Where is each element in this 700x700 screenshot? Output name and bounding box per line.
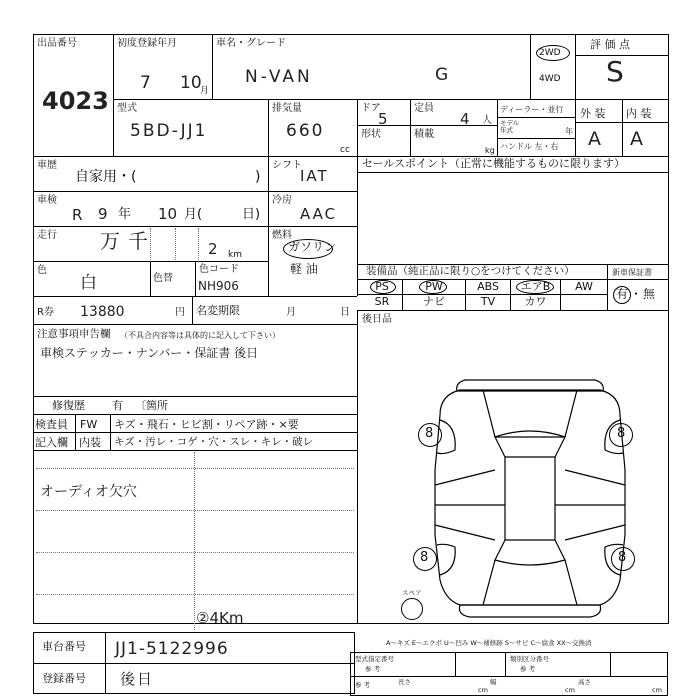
grade-label: 評 価 点 — [590, 38, 630, 51]
drive-2wd: 2WD — [539, 48, 561, 58]
aircon-label: 冷房 — [272, 195, 292, 206]
ext-grade: A — [588, 128, 603, 150]
equip-pw: PW — [425, 280, 443, 293]
inspection-day-unit: 日) — [242, 207, 261, 222]
spare-circle — [401, 598, 423, 620]
ext-label: 外 装 — [580, 107, 606, 120]
rear-window — [495, 540, 565, 565]
history-label: 車歴 — [37, 160, 57, 171]
history-value: 自家用・( — [75, 169, 137, 185]
notes-label: 注意事項申告欄 — [37, 328, 111, 340]
inspection-label: 車検 — [37, 195, 57, 206]
car-name-label: 車名・グレード — [216, 38, 286, 49]
name-change-month: 月 — [286, 307, 296, 318]
chassis-value: JJ1-5122996 — [115, 639, 229, 659]
equip-sr: SR — [374, 295, 390, 308]
car-grade: G — [435, 65, 451, 85]
damage-legend: A～キズ E～エクボ U～凹み W～補修跡 S～サビ C～腐食 XX～交換済 — [386, 639, 592, 647]
repair-label: 修復歴 — [52, 399, 85, 412]
ref-label: 参 考 — [355, 681, 371, 689]
front-bumper — [457, 380, 604, 391]
first-reg-month-unit: 月 — [200, 86, 210, 96]
color-code: NH906 — [198, 279, 239, 293]
car-outline — [435, 390, 625, 605]
warranty-sep: ・ — [630, 287, 643, 301]
shift-value: IAT — [300, 167, 329, 185]
repair-place: 〔箇所 — [135, 399, 168, 412]
int-grade: A — [630, 128, 645, 150]
inspection-year: 9 — [98, 205, 110, 223]
tire-rr: 8 — [618, 550, 627, 565]
model-year-label: モデル 年式 — [500, 119, 520, 134]
first-reg-label: 初度登録年月 — [117, 38, 177, 49]
checker-tag-2: 内装 — [79, 436, 101, 449]
displacement-unit: cc — [340, 145, 350, 155]
color-value: 白 — [80, 273, 99, 293]
equipment-label: 装備品（純正品に限り○をつけてください） — [366, 265, 575, 277]
model-spec-label: 型式指定番号 — [355, 655, 394, 663]
hood-line — [483, 390, 577, 437]
rear-bumper — [459, 605, 600, 617]
class-spec-label: 類別区分番号 — [510, 655, 549, 663]
aircon-value: AAC — [300, 205, 338, 223]
spec-box — [350, 652, 668, 696]
color-label: 色 — [37, 265, 47, 276]
checker-tag-1: FW — [80, 418, 98, 431]
notes-text: 車検ステッカー・ナンバー・保証書 後日 — [40, 346, 259, 360]
drive-4wd: 4WD — [539, 74, 561, 84]
reg-label: 登録番号 — [42, 672, 86, 685]
mileage-unit: km — [228, 250, 242, 260]
equip-aw: AW — [575, 280, 593, 293]
spare-label: スペア — [402, 589, 422, 597]
name-change-label: 名変期限 — [196, 304, 240, 317]
model-label: 型式 — [117, 103, 137, 114]
model-spec-ref: 参 考 — [365, 665, 381, 673]
tire-fr: 8 — [617, 426, 626, 441]
checker-label-1: 検査員 — [35, 418, 68, 431]
first-reg-month: 10 — [180, 73, 202, 93]
displacement-label: 排気量 — [272, 103, 302, 114]
repair-value: 有 — [112, 399, 123, 412]
inspection-month: 10 — [158, 205, 178, 223]
warranty-yes: 有 — [616, 287, 629, 301]
chassis-label: 車台番号 — [42, 640, 86, 653]
equip-tv: TV — [480, 295, 496, 308]
roof — [505, 457, 555, 540]
length-label: 長さ — [398, 678, 411, 686]
first-reg-year: 7 — [140, 73, 153, 93]
mileage-label: 走行 — [37, 230, 57, 241]
history-close: ) — [255, 169, 261, 185]
height-label: 高さ — [578, 678, 591, 686]
model-value: 5BD-JJ1 — [130, 121, 208, 141]
width-unit: cm — [565, 686, 575, 694]
mileage-man: 万 — [100, 229, 122, 253]
mileage-sen: 千 — [128, 229, 150, 253]
mileage-note: ②4Km — [196, 609, 244, 627]
recycle-label: R券 — [37, 307, 54, 318]
grade-score: S — [606, 55, 624, 88]
right-door-lines — [555, 470, 625, 540]
car-name: N-VAN — [245, 67, 313, 87]
sales-point-label: セールスポイント（正常に機能するものに限ります） — [362, 157, 626, 170]
load-label: 積載 — [414, 129, 434, 140]
car-diagram — [405, 375, 655, 620]
width-label: 幅 — [490, 678, 497, 686]
tire-fl: 8 — [425, 426, 434, 441]
left-rear-wheel-arch — [437, 544, 455, 575]
color-change-label: 色替 — [153, 273, 173, 284]
name-change-day: 日 — [340, 307, 350, 318]
equip-abs: ABS — [477, 280, 499, 293]
rear-label: 後日品 — [362, 314, 392, 325]
load-unit: kg — [485, 146, 495, 155]
warranty-label: 新車保証書 — [612, 268, 652, 277]
equip-leather: カワ — [524, 295, 547, 308]
reg-value: 後日 — [120, 670, 155, 688]
inspection-year-unit: 年 — [118, 207, 132, 222]
equip-navi: ナビ — [423, 295, 445, 308]
shape-label: 形状 — [361, 129, 381, 140]
color-code-label: 色コード — [199, 264, 239, 275]
fuel-oil: 軽 油 — [290, 262, 318, 276]
checker-row-2: キズ・汚レ・コゲ・穴・スレ・キレ・破レ — [114, 436, 314, 448]
door-value: 5 — [378, 110, 390, 128]
capacity-unit: 人 — [482, 115, 492, 126]
windshield — [495, 431, 565, 457]
checker-label-2: 記入欄 — [35, 436, 68, 449]
recycle-unit: 円 — [175, 307, 185, 318]
left-door-lines — [435, 470, 505, 540]
handle-label: ハンドル 左・右 — [500, 142, 559, 151]
shift-label: シフト — [272, 160, 302, 171]
height-unit: cm — [652, 686, 662, 694]
warranty-no: 無 — [643, 287, 656, 301]
displacement-value: 660 — [286, 121, 325, 141]
trunk-line — [483, 560, 577, 605]
audio-note: オーディオ欠穴 — [40, 484, 137, 500]
recycle-value: 13880 — [80, 304, 125, 320]
door-label: ドア — [361, 103, 381, 114]
lot-label: 出品番号 — [37, 38, 77, 49]
equip-airbag: エアB — [520, 280, 551, 293]
notes-sub: （不具合内容等は具体的に記入して下さい） — [120, 331, 280, 340]
lot-number: 4023 — [42, 87, 109, 115]
fuel-label: 燃料 — [272, 230, 292, 241]
inspection-era: R — [72, 206, 85, 224]
capacity-label: 定員 — [414, 103, 434, 114]
checker-row-1: キズ・飛石・ヒビ割・リペア跡・×要 — [114, 418, 299, 431]
dealer-label: ディーラー・並行 — [500, 105, 564, 114]
int-label: 内 装 — [626, 107, 652, 120]
length-unit: cm — [478, 686, 488, 694]
class-spec-ref: 参 考 — [520, 665, 536, 673]
mileage-value: 2 — [208, 240, 220, 258]
equip-ps: PS — [375, 280, 389, 293]
fuel-gas: ガソリン — [288, 240, 337, 254]
inspection-month-unit: 月( — [184, 207, 203, 222]
capacity-value: 4 — [460, 110, 472, 128]
tire-rl: 8 — [420, 550, 429, 565]
year-unit: 年 — [565, 127, 573, 136]
